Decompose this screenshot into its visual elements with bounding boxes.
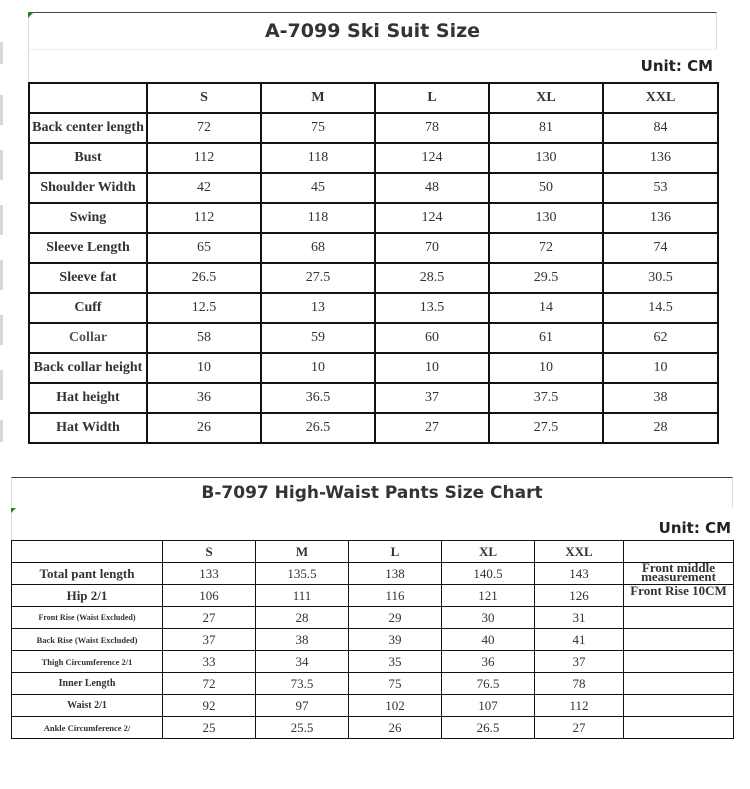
value-cell: 76.5 bbox=[442, 673, 535, 695]
empty-cell bbox=[624, 629, 734, 651]
value-cell: 42 bbox=[147, 173, 261, 203]
value-cell: 116 bbox=[349, 585, 442, 607]
value-cell: 130 bbox=[489, 143, 603, 173]
value-cell: 138 bbox=[349, 563, 442, 585]
size-header-cell: S bbox=[163, 541, 256, 563]
value-cell: 124 bbox=[375, 203, 489, 233]
table-row bbox=[12, 695, 734, 717]
value-cell: 84 bbox=[603, 113, 718, 143]
value-cell: 102 bbox=[349, 695, 442, 717]
scan-edge-mark bbox=[0, 370, 3, 400]
value-cell: 37 bbox=[375, 383, 489, 413]
value-cell: 27.5 bbox=[261, 263, 375, 293]
value-cell: 39 bbox=[349, 629, 442, 651]
size-header-cell: S bbox=[147, 83, 261, 113]
pants-table bbox=[11, 540, 734, 739]
row-label: Sleeve fat bbox=[29, 263, 147, 293]
value-cell: 14.5 bbox=[603, 293, 718, 323]
row-label: Back Rise (Waist Excluded) bbox=[12, 629, 163, 651]
row-label: Hat Width bbox=[29, 413, 147, 443]
row-label: Swing bbox=[29, 203, 147, 233]
value-cell: 25 bbox=[163, 717, 256, 739]
value-cell: 37.5 bbox=[489, 383, 603, 413]
row-label: Hat height bbox=[29, 383, 147, 413]
table-row bbox=[29, 113, 718, 143]
table-row bbox=[12, 585, 734, 607]
value-cell: 61 bbox=[489, 323, 603, 353]
empty-cell bbox=[624, 673, 734, 695]
value-cell: 33 bbox=[163, 651, 256, 673]
value-cell: 72 bbox=[489, 233, 603, 263]
header-blank-cell bbox=[12, 541, 163, 563]
row-label: Front Rise (Waist Excluded) bbox=[12, 607, 163, 629]
scan-edge-mark bbox=[0, 315, 3, 345]
size-header-cell: XL bbox=[442, 541, 535, 563]
value-cell: 36 bbox=[147, 383, 261, 413]
value-cell: 135.5 bbox=[256, 563, 349, 585]
value-cell: 78 bbox=[535, 673, 624, 695]
value-cell: 26 bbox=[349, 717, 442, 739]
value-cell: 28 bbox=[256, 607, 349, 629]
value-cell: 41 bbox=[535, 629, 624, 651]
value-cell: 29 bbox=[349, 607, 442, 629]
size-header-cell: L bbox=[375, 83, 489, 113]
value-cell: 118 bbox=[261, 143, 375, 173]
table-row bbox=[29, 233, 718, 263]
value-cell: 126 bbox=[535, 585, 624, 607]
value-cell: 35 bbox=[349, 651, 442, 673]
table-row bbox=[29, 383, 718, 413]
value-cell: 50 bbox=[489, 173, 603, 203]
table-row bbox=[29, 413, 718, 443]
value-cell: 37 bbox=[535, 651, 624, 673]
row-label: Cuff bbox=[29, 293, 147, 323]
value-cell: 140.5 bbox=[442, 563, 535, 585]
table-row bbox=[12, 629, 734, 651]
value-cell: 62 bbox=[603, 323, 718, 353]
size-header-cell: M bbox=[261, 83, 375, 113]
value-cell: 13.5 bbox=[375, 293, 489, 323]
value-cell: 130 bbox=[489, 203, 603, 233]
value-cell: 58 bbox=[147, 323, 261, 353]
row-label: Hip 2/1 bbox=[12, 585, 163, 607]
value-cell: 75 bbox=[349, 673, 442, 695]
row-label: Back collar height bbox=[29, 353, 147, 383]
value-cell: 45 bbox=[261, 173, 375, 203]
size-header-cell: XL bbox=[489, 83, 603, 113]
table-row bbox=[12, 563, 734, 585]
value-cell: 92 bbox=[163, 695, 256, 717]
header-blank-cell bbox=[29, 83, 147, 113]
scan-edge-mark bbox=[0, 150, 3, 180]
value-cell: 10 bbox=[147, 353, 261, 383]
value-cell: 10 bbox=[489, 353, 603, 383]
value-cell: 133 bbox=[163, 563, 256, 585]
pants-size-chart bbox=[11, 477, 733, 739]
table-row bbox=[12, 607, 734, 629]
value-cell: 81 bbox=[489, 113, 603, 143]
table-row bbox=[29, 293, 718, 323]
table-row bbox=[29, 203, 718, 233]
value-cell: 70 bbox=[375, 233, 489, 263]
empty-cell bbox=[624, 651, 734, 673]
value-cell: 13 bbox=[261, 293, 375, 323]
value-cell: 40 bbox=[442, 629, 535, 651]
value-cell: 27 bbox=[535, 717, 624, 739]
value-cell: 27 bbox=[163, 607, 256, 629]
value-cell: 136 bbox=[603, 203, 718, 233]
value-cell: 27 bbox=[375, 413, 489, 443]
value-cell: 14 bbox=[489, 293, 603, 323]
ski-suit-unit-label: Unit: CM bbox=[28, 49, 717, 82]
ski-suit-chart-title: A-7099 Ski Suit Size bbox=[28, 12, 717, 49]
row-label: Ankle Circumference 2/ bbox=[12, 717, 163, 739]
value-cell: 30 bbox=[442, 607, 535, 629]
table-row bbox=[29, 143, 718, 173]
size-header-cell: XXL bbox=[535, 541, 624, 563]
value-cell: 112 bbox=[147, 143, 261, 173]
empty-cell bbox=[624, 695, 734, 717]
front-middle-note: Front middle measurement bbox=[624, 563, 734, 585]
value-cell: 36.5 bbox=[261, 383, 375, 413]
value-cell: 12.5 bbox=[147, 293, 261, 323]
value-cell: 143 bbox=[535, 563, 624, 585]
header-blank-cell bbox=[624, 541, 734, 563]
value-cell: 26.5 bbox=[442, 717, 535, 739]
value-cell: 27.5 bbox=[489, 413, 603, 443]
scan-edge-mark bbox=[0, 420, 3, 442]
row-label: Sleeve Length bbox=[29, 233, 147, 263]
ski-suit-size-chart bbox=[28, 12, 717, 444]
size-header-cell: M bbox=[256, 541, 349, 563]
empty-cell bbox=[624, 717, 734, 739]
corner-mark bbox=[11, 508, 16, 513]
row-label: Bust bbox=[29, 143, 147, 173]
table-row bbox=[12, 717, 734, 739]
value-cell: 97 bbox=[256, 695, 349, 717]
size-header-row bbox=[29, 83, 718, 113]
value-cell: 28.5 bbox=[375, 263, 489, 293]
value-cell: 136 bbox=[603, 143, 718, 173]
scan-edge-mark bbox=[0, 95, 3, 125]
row-label: Thigh Circumference 2/1 bbox=[12, 651, 163, 673]
value-cell: 48 bbox=[375, 173, 489, 203]
scan-edge-mark bbox=[0, 42, 3, 64]
value-cell: 38 bbox=[603, 383, 718, 413]
value-cell: 78 bbox=[375, 113, 489, 143]
row-label: Waist 2/1 bbox=[12, 695, 163, 717]
table-row bbox=[29, 323, 718, 353]
value-cell: 112 bbox=[535, 695, 624, 717]
ski-suit-table bbox=[28, 82, 719, 444]
value-cell: 10 bbox=[603, 353, 718, 383]
size-header-cell: XXL bbox=[603, 83, 718, 113]
table-row bbox=[29, 173, 718, 203]
scan-edge-mark bbox=[0, 205, 3, 235]
value-cell: 38 bbox=[256, 629, 349, 651]
value-cell: 118 bbox=[261, 203, 375, 233]
value-cell: 106 bbox=[163, 585, 256, 607]
value-cell: 31 bbox=[535, 607, 624, 629]
value-cell: 75 bbox=[261, 113, 375, 143]
value-cell: 74 bbox=[603, 233, 718, 263]
value-cell: 26 bbox=[147, 413, 261, 443]
front-rise-note: Front Rise 10CM bbox=[624, 585, 734, 607]
value-cell: 65 bbox=[147, 233, 261, 263]
corner-mark bbox=[28, 12, 34, 18]
value-cell: 34 bbox=[256, 651, 349, 673]
value-cell: 59 bbox=[261, 323, 375, 353]
value-cell: 10 bbox=[375, 353, 489, 383]
table-row bbox=[29, 353, 718, 383]
value-cell: 37 bbox=[163, 629, 256, 651]
value-cell: 112 bbox=[147, 203, 261, 233]
value-cell: 68 bbox=[261, 233, 375, 263]
value-cell: 26.5 bbox=[261, 413, 375, 443]
value-cell: 53 bbox=[603, 173, 718, 203]
row-label: Collar bbox=[29, 323, 147, 353]
size-header-row bbox=[12, 541, 734, 563]
value-cell: 72 bbox=[163, 673, 256, 695]
pants-chart-title: B-7097 High-Waist Pants Size Chart bbox=[11, 477, 733, 508]
value-cell: 28 bbox=[603, 413, 718, 443]
table-row bbox=[29, 263, 718, 293]
value-cell: 25.5 bbox=[256, 717, 349, 739]
table-row bbox=[12, 673, 734, 695]
value-cell: 124 bbox=[375, 143, 489, 173]
value-cell: 29.5 bbox=[489, 263, 603, 293]
value-cell: 111 bbox=[256, 585, 349, 607]
value-cell: 121 bbox=[442, 585, 535, 607]
size-header-cell: L bbox=[349, 541, 442, 563]
empty-cell bbox=[624, 607, 734, 629]
pants-unit-label: Unit: CM bbox=[11, 508, 733, 540]
value-cell: 107 bbox=[442, 695, 535, 717]
value-cell: 26.5 bbox=[147, 263, 261, 293]
value-cell: 72 bbox=[147, 113, 261, 143]
value-cell: 10 bbox=[261, 353, 375, 383]
row-label: Total pant length bbox=[12, 563, 163, 585]
scan-edge-mark bbox=[0, 260, 3, 290]
row-label: Shoulder Width bbox=[29, 173, 147, 203]
value-cell: 60 bbox=[375, 323, 489, 353]
row-label: Inner Length bbox=[12, 673, 163, 695]
value-cell: 36 bbox=[442, 651, 535, 673]
row-label: Back center length bbox=[29, 113, 147, 143]
value-cell: 30.5 bbox=[603, 263, 718, 293]
value-cell: 73.5 bbox=[256, 673, 349, 695]
table-row bbox=[12, 651, 734, 673]
